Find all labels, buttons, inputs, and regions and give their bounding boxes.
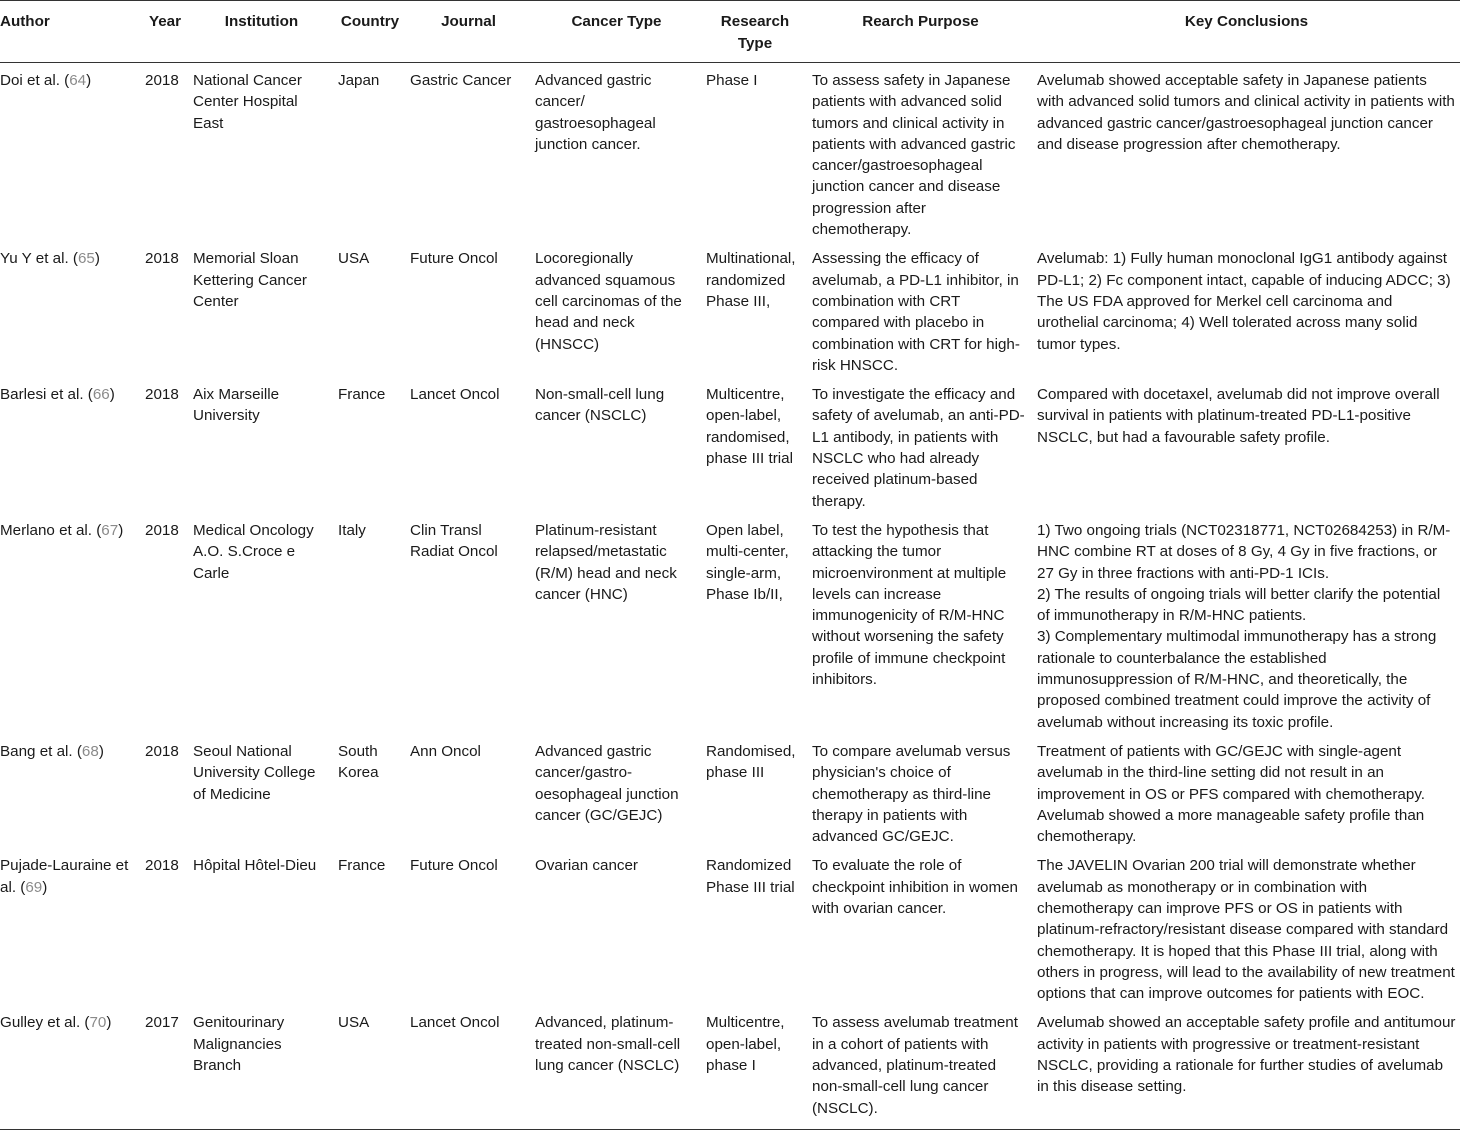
year-cell: 2018 xyxy=(145,250,179,268)
header-cancer-type: Cancer Type xyxy=(531,1,702,63)
table-row xyxy=(0,734,1460,848)
journal-cell: Future Oncol xyxy=(410,250,498,268)
research-type-cell: Phase I xyxy=(706,72,758,89)
reference-link[interactable]: 68 xyxy=(81,742,99,760)
cancer-type-cell: Advanced gastric cancer/gastro-oesophageal junction cancer (GC/GEJC) xyxy=(535,742,679,824)
header-institution: Institution xyxy=(189,1,334,63)
reference-link[interactable]: 66 xyxy=(92,386,110,404)
institution-cell: Hôpital Hôtel-Dieu xyxy=(193,857,317,875)
table-row xyxy=(0,1005,1460,1129)
country-cell: USA xyxy=(338,250,370,268)
author-cell: Gulley et al. (70) xyxy=(0,1005,141,1129)
conclusions-cell: The JAVELIN Ovarian 200 trial will demonstrate whether avelumab as monotherapy or in combination with chemotherapy can improve PFS or OS in patients with platinum-refractory/resistant disease compared with standard chemotherapy. It is hoped that this Phase III trial, along with others in progress, will lead to the availability of new treatment options that can improve outcomes for patients with EOC. xyxy=(1037,857,1455,1003)
author-text: Yu Y et al. ( xyxy=(0,250,78,268)
year-cell: 2018 xyxy=(145,857,179,875)
table-row xyxy=(0,63,1460,242)
cancer-type-cell: Locoregionally advanced squamous cell carcinomas of the head and neck (HNSCC) xyxy=(535,250,682,353)
conclusions-cell: Avelumab showed an acceptable safety profile and antitumour activity in patients with progressive or treatment-resistant NSCLC, providing a rationale for further studies of avelumab in this disease setting. xyxy=(1033,1005,1460,1129)
header-research-type: Research Type xyxy=(702,1,808,63)
conclusions-cell: Treatment of patients with GC/GEJC with single-agent avelumab in the third-line setting did not result in an improvement in OS or PFS compared with chemotherapy. Avelumab showed a more manageable safety profile than chemotherapy. xyxy=(1037,742,1425,846)
header-country: Country xyxy=(334,1,406,63)
reference-link[interactable]: 70 xyxy=(89,1014,107,1032)
table-header xyxy=(0,1,1460,63)
reference-link[interactable]: 69 xyxy=(25,878,43,896)
table-row xyxy=(0,241,1460,377)
author-text: Pujade-Lauraine et al. ( xyxy=(0,857,129,896)
institution-cell: Seoul National University College of Medicine xyxy=(193,742,316,803)
author-cell: Bang et al. (68) xyxy=(0,742,104,760)
header-author: Author xyxy=(0,1,141,63)
institution-cell: Aix Marseille University xyxy=(193,386,280,425)
header-purpose: Rearch Purpose xyxy=(808,1,1033,63)
year-cell: 2018 xyxy=(145,521,179,539)
journal-cell: Clin Transl Radiat Oncol xyxy=(410,521,498,561)
journal-cell: Ann Oncol xyxy=(410,742,481,760)
country-cell: South Korea xyxy=(338,742,379,782)
institution-cell: Memorial Sloan Kettering Cancer Center xyxy=(193,250,307,310)
research-type-cell: Open label, multi-center, single-arm, Phase Ib/II, xyxy=(706,521,789,603)
year-cell: 2018 xyxy=(145,386,179,404)
author-text: Gulley et al. ( xyxy=(0,1014,90,1032)
author-text: Doi et al. ( xyxy=(0,72,70,89)
header-conclusions: Key Conclusions xyxy=(1033,1,1460,63)
header-year: Year xyxy=(141,1,189,63)
research-type-cell: Multinational, randomized Phase III, xyxy=(706,250,796,310)
conclusions-cell: Avelumab: 1) Fully human monoclonal IgG1 antibody against PD-L1; 2) Fc component intact, capable of inducing ADCC; 3) The US FDA approved for Merkel cell carcinoma and urothelial carcinoma; 4) Well tolerated across many solid tumor types. xyxy=(1037,250,1451,353)
country-cell: Italy xyxy=(338,521,366,539)
author-text: Merlano et al. ( xyxy=(0,521,102,539)
country-cell: USA xyxy=(334,1005,406,1129)
table-row xyxy=(0,377,1460,513)
cancer-type-cell: Platinum-resistant relapsed/metastatic (R/M) head and neck cancer (HNC) xyxy=(535,521,677,603)
country-cell: France xyxy=(338,386,386,404)
journal-cell: Gastric Cancer xyxy=(410,72,512,89)
cancer-type-cell: Ovarian cancer xyxy=(535,857,638,875)
research-type-cell: Randomized Phase III trial xyxy=(706,857,795,896)
country-cell: Japan xyxy=(338,72,380,89)
research-type-cell: Multicentre, open-label, randomised, phase III trial xyxy=(706,386,793,468)
purpose-cell: Assessing the efficacy of avelumab, a PD-L1 inhibitor, in combination with CRT compared with placebo in combination with CRT for high-risk HNSCC. xyxy=(812,250,1020,374)
reference-link[interactable]: 64 xyxy=(69,72,87,89)
journal-cell: Lancet Oncol xyxy=(406,1005,531,1129)
author-text: Barlesi et al. ( xyxy=(0,386,93,404)
cancer-type-cell: Advanced, platinum-treated non-small-cell lung cancer (NSCLC) xyxy=(531,1005,702,1129)
purpose-cell: To assess safety in Japanese patients with advanced solid tumors and clinical activity in patients with advanced gastric cancer/gastroesophageal junction cancer and disease progression after chemotherapy. xyxy=(812,72,1016,239)
research-type-cell: Randomised, phase III xyxy=(706,742,796,782)
year-cell: 2017 xyxy=(141,1005,189,1129)
country-cell: France xyxy=(338,857,386,875)
institution-cell: Medical Oncology A.O. S.Croce e Carle xyxy=(193,521,314,582)
year-cell: 2018 xyxy=(145,742,179,760)
cancer-type-cell: Advanced gastric cancer/ gastroesophageal junction cancer. xyxy=(535,72,656,153)
conclusions-cell: Compared with docetaxel, avelumab did not improve overall survival in patients with platinum-treated PD-L1-positive NSCLC, but had a favourable safety profile. xyxy=(1037,386,1440,446)
conclusions-cell: Avelumab showed acceptable safety in Japanese patients with advanced solid tumors and clinical activity in patients with advanced gastric cancer/gastroesophageal junction cancer and disease progression after chemotherapy. xyxy=(1037,72,1455,153)
reference-link[interactable]: 65 xyxy=(77,250,95,268)
cancer-type-cell: Non-small-cell lung cancer (NSCLC) xyxy=(535,386,665,425)
purpose-cell: To compare avelumab versus physician's choice of chemotherapy as third-line therapy in patients with advanced GC/GEJC. xyxy=(812,742,1011,846)
journal-cell: Lancet Oncol xyxy=(410,386,500,404)
journal-cell: Future Oncol xyxy=(410,857,498,875)
purpose-cell: To investigate the efficacy and safety of avelumab, an anti-PD-L1 antibody, in patients with NSCLC who had already received platinum-based therapy. xyxy=(812,386,1025,510)
conclusions-cell: 1) Two ongoing trials (NCT02318771, NCT02684253) in R/M-HNC combine RT at doses of 8 Gy, 4 Gy in five fractions, or 27 Gy in three fractions with anti-PD-1 ICIs. 2) The results of ongoing trials will better clarify the potential of immunotherapy in R/M-HNC patients. 3) Complementary multimodal immunotherapy has a strong rationale to counterbalance the established immunosuppression of R/M-HNC, and theoretically, the proposed combined treatment could improve the activity of avelumab without increasing its toxic profile. xyxy=(1037,521,1451,731)
purpose-cell: To assess avelumab treatment in a cohort of patients with advanced, platinum-treated non-small-cell lung cancer (NSCLC). xyxy=(808,1005,1033,1129)
institution-cell: Genitourinary Malignancies Branch xyxy=(189,1005,334,1129)
table-row xyxy=(0,848,1460,1005)
author-cell: Pujade-Lauraine et al. (69) xyxy=(0,857,129,896)
purpose-cell: To evaluate the role of checkpoint inhibition in women with ovarian cancer. xyxy=(812,857,1018,917)
header-journal: Journal xyxy=(406,1,531,63)
reference-link[interactable]: 67 xyxy=(101,521,119,539)
author-cell: Yu Y et al. (65) xyxy=(0,250,100,268)
research-type-cell: Multicentre, open-label, phase I xyxy=(702,1005,808,1129)
author-cell: Barlesi et al. (66) xyxy=(0,386,115,404)
author-cell: Doi et al. (64) xyxy=(0,72,92,89)
institution-cell: National Cancer Center Hospital East xyxy=(193,72,302,132)
year-cell: 2018 xyxy=(145,72,179,89)
author-cell: Merlano et al. (67) xyxy=(0,521,124,539)
purpose-cell: To test the hypothesis that attacking the tumor microenvironment at multiple levels can increase immunogenicity of R/M-HNC without worsening the safety profile of immune checkpoint inhibitors. xyxy=(812,521,1007,689)
author-text: Bang et al. ( xyxy=(0,742,82,760)
table-body xyxy=(0,63,1460,1130)
table-row xyxy=(0,513,1460,734)
